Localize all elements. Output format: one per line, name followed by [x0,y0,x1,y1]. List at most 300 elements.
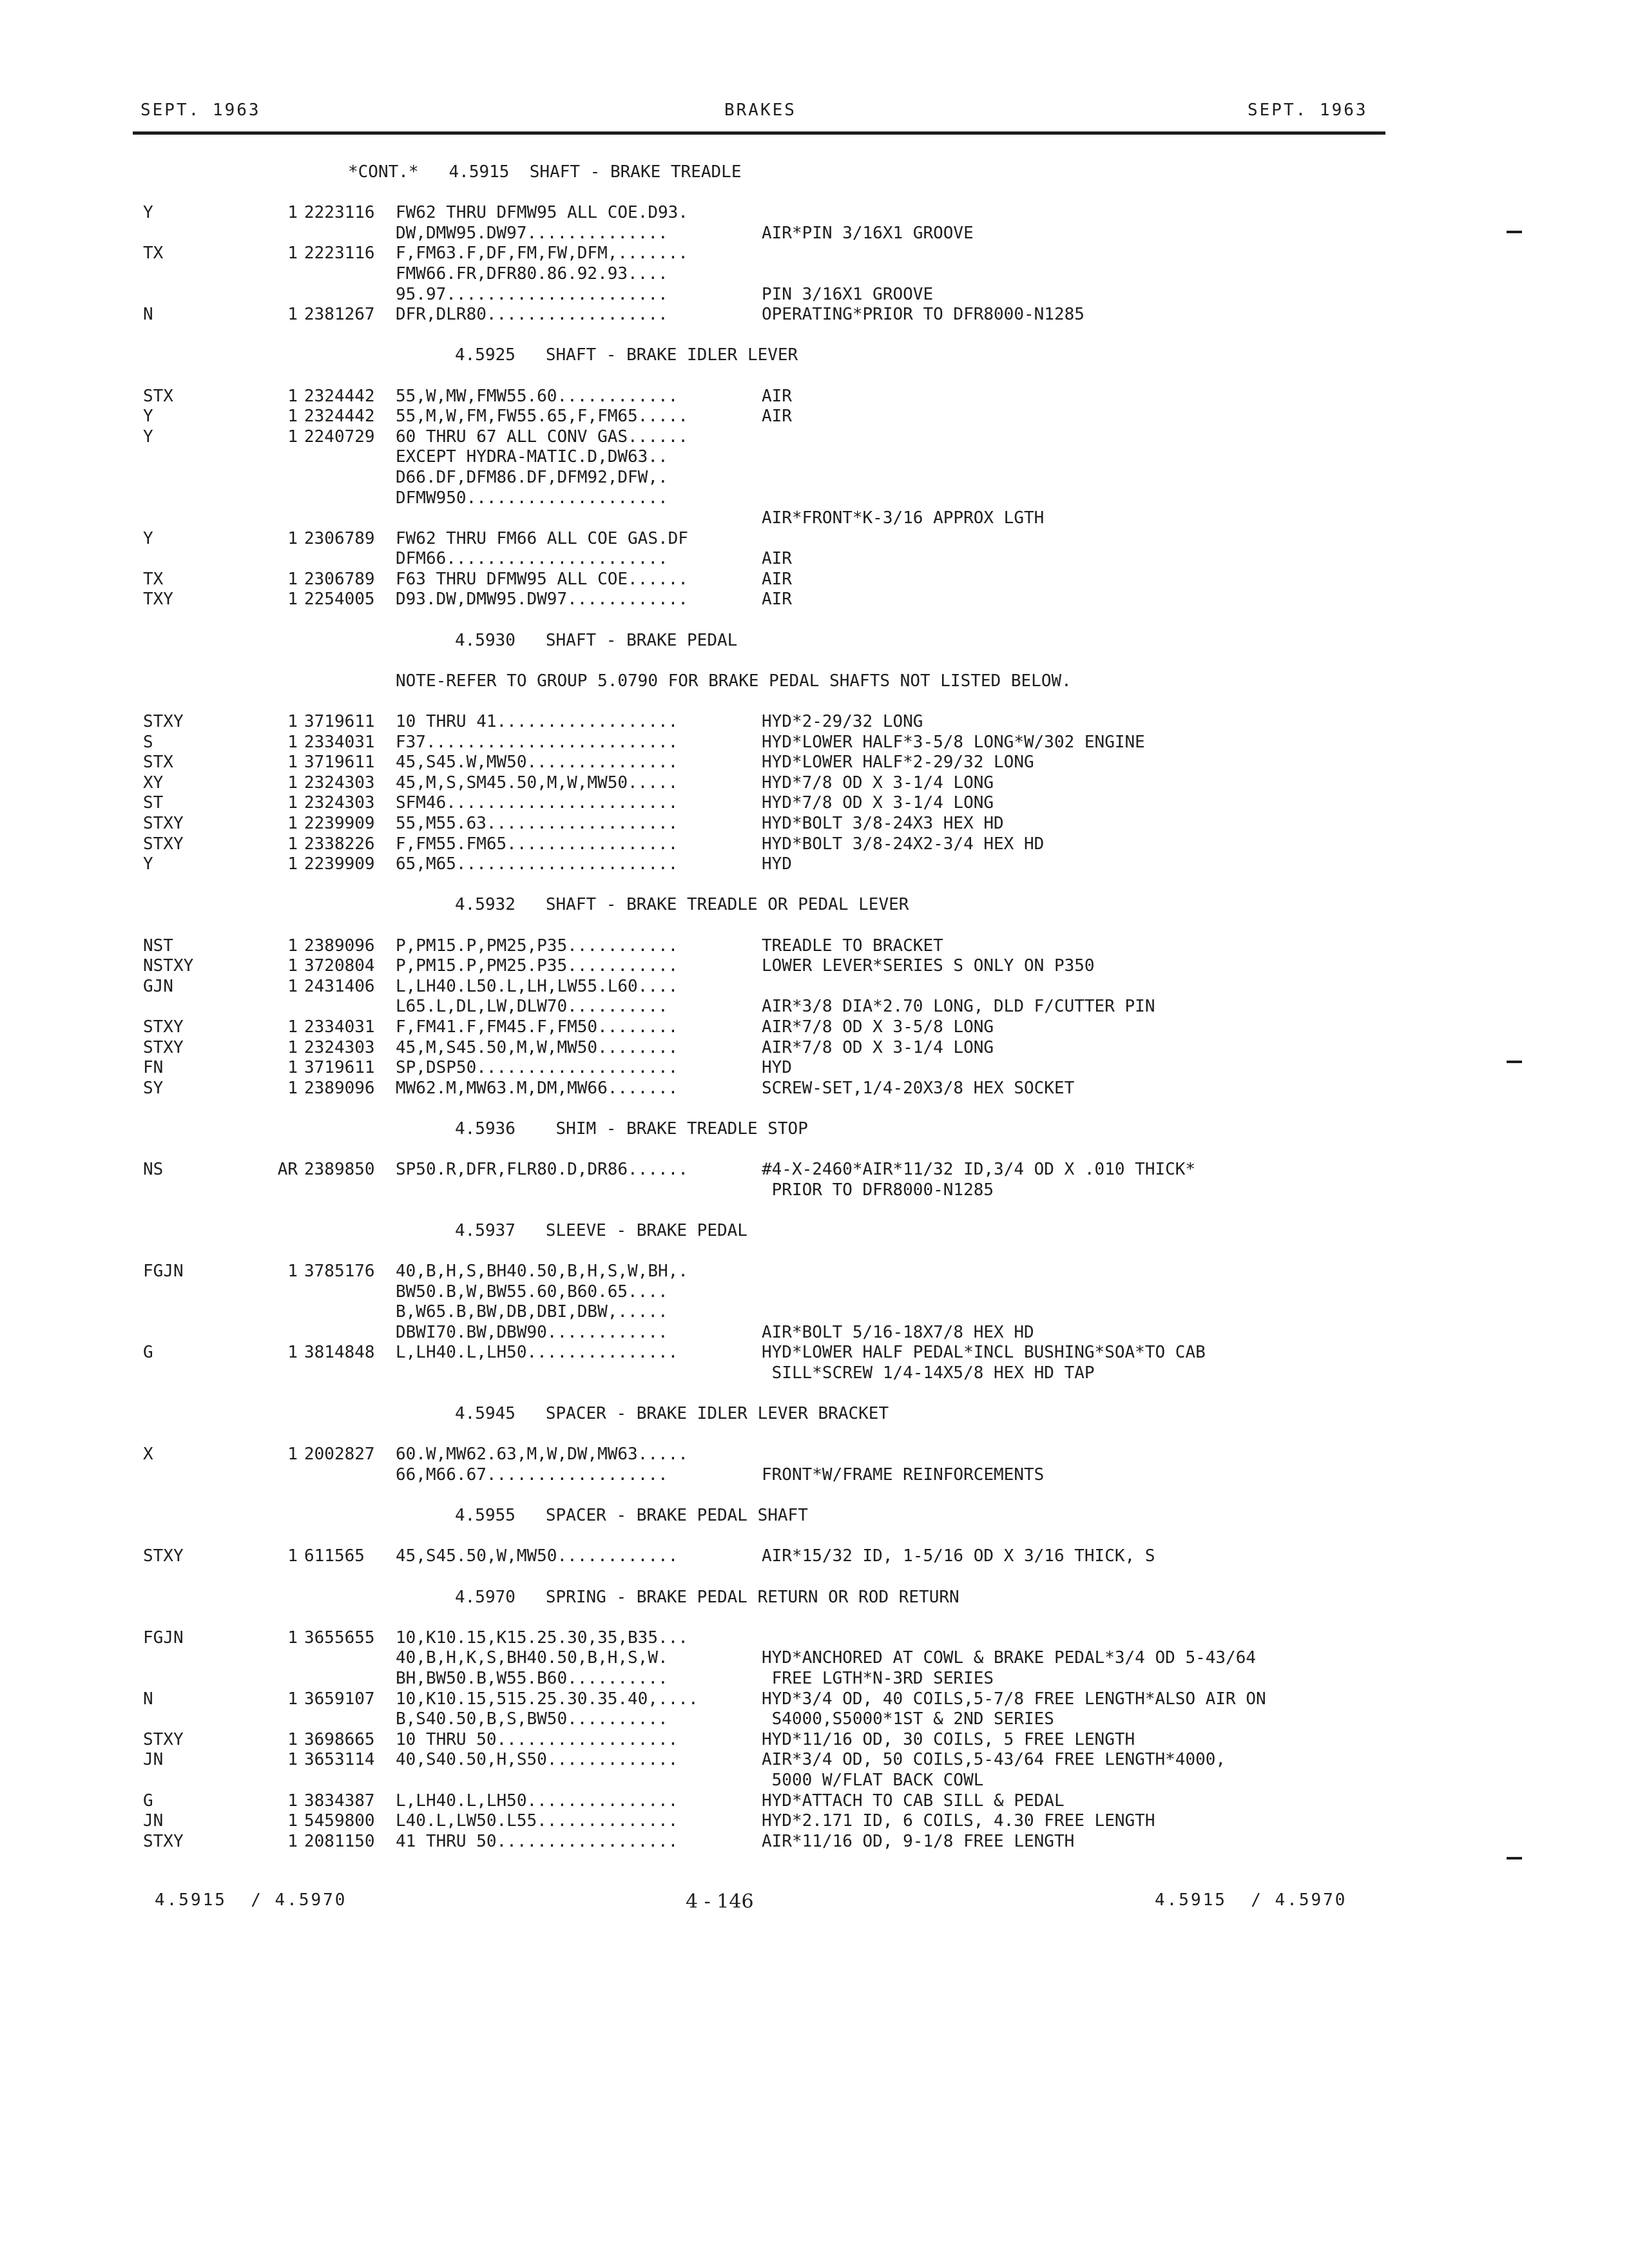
part-entry-row [0,1546,1629,1567]
quantity: 1 [287,1831,298,1851]
model-code: SY [143,1078,164,1098]
application-models: SP,DSP50.................... [396,1058,679,1078]
application-models: 95.97...................... [396,284,668,304]
part-entry-row [0,264,1629,285]
model-code: N [143,305,153,325]
remarks: AIR*7/8 OD X 3-5/8 LONG [762,1017,994,1037]
remarks: HYD*7/8 OD X 3-1/4 LONG [762,773,994,793]
part-number: 3653114 [304,1750,375,1770]
model-code: GJN [143,976,173,996]
spacer-row [0,1608,1629,1628]
spacer-row [0,1486,1629,1506]
part-entry-row [0,1811,1629,1832]
footer-range-left: 4.5915 / 4.5970 [155,1890,347,1910]
model-code: STXY [143,1017,184,1037]
part-number: 3719611 [304,753,375,773]
part-number: 2431406 [304,976,375,996]
model-code: STX [143,386,173,406]
part-entry-row [0,244,1629,264]
part-number: 2334031 [304,1017,375,1037]
part-entry-row [0,936,1629,957]
spacer-row [0,691,1629,712]
application-models: DFM66...................... [396,549,668,569]
part-number: 2254005 [304,590,375,610]
part-entry-row [0,793,1629,814]
part-entry-row [0,468,1629,488]
remarks: AIR [762,386,792,406]
application-models: 55,M55.63................... [396,814,679,833]
remarks: HYD*11/16 OD, 30 COILS, 5 FREE LENGTH [762,1729,1135,1749]
application-models: L,LH40.L50.L,LH,LW55.L60.... [396,976,679,996]
part-entry-row [0,427,1629,448]
part-entry-row [0,814,1629,834]
application-models: 45,S45.50,W,MW50............ [396,1546,679,1566]
remarks: HYD*2.171 ID, 6 COILS, 4.30 FREE LENGTH [762,1811,1155,1831]
remarks: HYD*2-29/32 LONG [762,712,923,732]
spacer-row [0,916,1629,936]
model-code: STXY [143,1729,184,1749]
part-number: 2223116 [304,244,375,264]
quantity: 1 [287,1811,298,1831]
part-entry-row [0,305,1629,325]
part-entry-row [0,1323,1629,1343]
remarks: HYD*3/4 OD, 40 COILS,5-7/8 FREE LENGTH*ALSO AIR ON [762,1689,1266,1709]
application-models: SP50.R,DFR,FLR80.D,DR86...... [396,1160,688,1180]
group-title: 4.5945 SPACER - BRAKE IDLER LEVER BRACKET [455,1404,889,1424]
application-models: L,LH40.L,LH50............... [396,1791,679,1811]
remarks: AIR [762,549,792,569]
part-entry-row [0,570,1629,590]
part-entry-row [0,387,1629,407]
model-code: G [143,1343,153,1363]
spacer-row [0,325,1629,346]
part-entry-row [0,1180,1629,1201]
remarks: AIR [762,590,792,610]
part-entry-row [0,1038,1629,1059]
spacer-row [0,1526,1629,1547]
group-title: 4.5937 SLEEVE - BRAKE PEDAL [455,1220,747,1240]
model-code: S [143,732,153,752]
group-title: 4.5970 SPRING - BRAKE PEDAL RETURN OR ROD RETURN [455,1587,959,1607]
part-number: 2223116 [304,203,375,223]
quantity: 1 [287,773,298,793]
quantity: 1 [287,203,298,223]
application-models: P,PM15.P,PM25.P35........... [396,956,679,976]
remarks: AIR*3/4 OD, 50 COILS,5-43/64 FREE LENGTH*4000, [762,1750,1226,1770]
part-number: 2324303 [304,793,375,813]
model-code: ST [143,793,164,813]
part-number: 3720804 [304,956,375,976]
quantity: 1 [287,1017,298,1037]
header-date-left: SEPT. 1963 [140,101,261,120]
part-number: 2306789 [304,569,375,589]
part-entry-row [0,1730,1629,1751]
model-code: NS [143,1160,164,1180]
remarks: 5000 W/FLAT BACK COWL [762,1770,984,1790]
part-entry-row [0,977,1629,997]
quantity: 1 [287,305,298,325]
part-entry-row [0,1771,1629,1791]
part-number: 3719611 [304,712,375,732]
part-number: 2240729 [304,427,375,447]
application-models: F,FM41.F,FM45.F,FM50........ [396,1017,679,1037]
model-code: STXY [143,834,184,854]
part-entry-row [0,1750,1629,1771]
application-models: MW62.M,MW63.M,DM,MW66....... [396,1078,679,1098]
header-rule [133,131,1385,135]
remarks: S4000,S5000*1ST & 2ND SERIES [762,1709,1054,1729]
application-models: 66,M66.67.................. [396,1465,668,1485]
part-entry-row [0,1302,1629,1323]
note-text: NOTE-REFER TO GROUP 5.0790 FOR BRAKE PEDAL SHAFTS NOT LISTED BELOW. [396,671,1072,691]
application-models: 40,B,H,K,S,BH40.50,B,H,S,W. [396,1648,668,1668]
remarks: HYD*LOWER HALF*3-5/8 LONG*W/302 ENGINE [762,732,1145,752]
header-date-right: SEPT. 1963 [1248,101,1368,120]
spacer-row [0,610,1629,631]
group-title-row [0,895,1629,916]
part-number: 2338226 [304,834,375,854]
application-models: 55,M,W,FM,FW55.65,F,FM65..... [396,407,688,427]
model-code: STXY [143,814,184,833]
application-models: B,S40.50,B,S,BW50.......... [396,1709,668,1729]
quantity: 1 [287,976,298,996]
remarks: HYD*ATTACH TO CAB SILL & PEDAL [762,1791,1065,1811]
application-models: DW,DMW95.DW97.............. [396,223,668,243]
model-code: X [143,1445,153,1465]
part-number: 2306789 [304,528,375,548]
part-entry-row [0,1079,1629,1099]
model-code: FGJN [143,1628,184,1648]
spacer-row [0,1425,1629,1445]
spacer-row [0,651,1629,671]
quantity: 1 [287,814,298,833]
part-entry-row [0,224,1629,244]
part-number: 3659107 [304,1689,375,1709]
quantity: 1 [287,1445,298,1465]
application-models: FW62 THRU FM66 ALL COE GAS.DF [396,528,688,548]
quantity: 1 [287,427,298,447]
application-models: P,PM15.P,PM25,P35........... [396,936,679,956]
remarks: AIR*7/8 OD X 3-1/4 LONG [762,1037,994,1057]
remarks: PIN 3/16X1 GROOVE [762,284,934,304]
header-section-title: BRAKES [724,101,796,120]
quantity: 1 [287,834,298,854]
application-models: F63 THRU DFMW95 ALL COE...... [396,569,688,589]
application-models: FW62 THRU DFMW95 ALL COE.D93. [396,203,688,223]
part-entry-row [0,1669,1629,1689]
part-entry-row [0,488,1629,509]
group-title: 4.5925 SHAFT - BRAKE IDLER LEVER [455,345,798,365]
remarks: LOWER LEVER*SERIES S ONLY ON P350 [762,956,1095,976]
quantity: 1 [287,936,298,956]
quantity: 1 [287,1791,298,1811]
part-entry-row [0,203,1629,224]
group-title: 4.5930 SHAFT - BRAKE PEDAL [455,630,738,650]
continued-title-row [0,162,1629,183]
model-code: STXY [143,1831,184,1851]
spacer-row [0,1140,1629,1160]
part-number: 2389850 [304,1160,375,1180]
part-number: 2002827 [304,1445,375,1465]
remarks: AIR*PIN 3/16X1 GROOVE [762,223,974,243]
model-code: FN [143,1058,164,1078]
model-code: TX [143,244,164,264]
parts-listing [0,162,1629,1852]
part-number: 2334031 [304,732,375,752]
remarks: HYD*LOWER HALF*2-29/32 LONG [762,753,1034,773]
remarks: AIR*FRONT*K-3/16 APPROX LGTH [762,508,1045,528]
remarks: HYD*7/8 OD X 3-1/4 LONG [762,793,994,813]
spacer-row [0,183,1629,204]
part-entry-row [0,1791,1629,1812]
continued-title: *CONT.* 4.5915 SHAFT - BRAKE TREADLE [348,162,742,182]
model-code: JN [143,1811,164,1831]
part-entry-row [0,1648,1629,1669]
application-models: 10,K10.15,515.25.30.35.40,.... [396,1689,699,1709]
model-code: Y [143,203,153,223]
application-models: DFMW950.................... [396,488,668,508]
part-number: 3814848 [304,1343,375,1363]
model-code: STXY [143,712,184,732]
margin-tick-mark [1507,1857,1522,1860]
model-code: STXY [143,1037,184,1057]
model-code: XY [143,773,164,793]
quantity: 1 [287,1750,298,1770]
part-entry-row [0,773,1629,794]
spacer-row [0,1099,1629,1119]
part-entry-row [0,529,1629,550]
spacer-row [0,1384,1629,1405]
application-models: F37......................... [396,732,679,752]
model-code: Y [143,528,153,548]
application-models: L65.L,DL,LW,DLW70.......... [396,997,668,1017]
application-models: EXCEPT HYDRA-MATIC.D,DW63.. [396,447,668,467]
part-entry-row [0,1709,1629,1730]
remarks: #4-X-2460*AIR*11/32 ID,3/4 OD X .010 THICK* [762,1160,1196,1180]
application-models: B,W65.B,BW,DB,DBI,DBW,..... [396,1302,668,1322]
model-code: JN [143,1750,164,1770]
spacer-row [0,875,1629,896]
group-title-row [0,631,1629,651]
part-number: 3698665 [304,1729,375,1749]
application-models: L40.L,LW50.L55.............. [396,1811,679,1831]
application-models: DFR,DLR80.................. [396,305,668,325]
remarks: FRONT*W/FRAME REINFORCEMENTS [762,1465,1045,1485]
part-number: 3719611 [304,1058,375,1078]
application-models: 41 THRU 50.................. [396,1831,679,1851]
quantity: 1 [287,1037,298,1057]
remarks: SILL*SCREW 1/4-14X5/8 HEX HD TAP [762,1363,1095,1383]
part-entry-row [0,997,1629,1017]
application-models: F,FM63.F,DF,FM,FW,DFM,....... [396,244,688,264]
spacer-row [0,1200,1629,1221]
part-number: 5459800 [304,1811,375,1831]
part-number: 3785176 [304,1262,375,1282]
model-code: Y [143,427,153,447]
model-code: G [143,1791,153,1811]
quantity: 1 [287,854,298,874]
part-number: 2324303 [304,1037,375,1057]
remarks: HYD [762,1058,792,1078]
part-number: 3655655 [304,1628,375,1648]
remarks: TREADLE TO BRACKET [762,936,943,956]
part-number: 2081150 [304,1831,375,1851]
group-title-row [0,1221,1629,1242]
quantity: 1 [287,793,298,813]
part-entry-row [0,956,1629,977]
part-entry-row [0,733,1629,753]
application-models: 45,M,S,SM45.50,M,W,MW50..... [396,773,679,793]
part-entry-row [0,1058,1629,1079]
model-code: STXY [143,1546,184,1566]
application-models: D66.DF,DFM86.DF,DFM92,DFW,. [396,467,668,487]
remarks: AIR*11/16 OD, 9-1/8 FREE LENGTH [762,1831,1075,1851]
model-code: FGJN [143,1262,184,1282]
quantity: 1 [287,1546,298,1566]
remarks: HYD [762,854,792,874]
quantity: 1 [287,1058,298,1078]
note-row [0,671,1629,692]
part-entry-row [0,1628,1629,1649]
part-number: 2389096 [304,1078,375,1098]
group-title-row [0,1506,1629,1526]
quantity: 1 [287,244,298,264]
application-models: L,LH40.L,LH50............... [396,1343,679,1363]
spacer-row [0,1567,1629,1588]
part-entry-row [0,753,1629,773]
part-entry-row [0,508,1629,529]
part-entry-row [0,447,1629,468]
quantity: 1 [287,1689,298,1709]
part-entry-row [0,854,1629,875]
part-entry-row [0,407,1629,427]
remarks: AIR*BOLT 5/16-18X7/8 HEX HD [762,1322,1034,1342]
model-code: Y [143,407,153,427]
quantity: 1 [287,1078,298,1098]
part-entry-row [0,285,1629,305]
part-entry-row [0,1689,1629,1710]
model-code: TX [143,569,164,589]
part-entry-row [0,1465,1629,1486]
spacer-row [0,1241,1629,1262]
quantity: 1 [287,1343,298,1363]
part-number: 2324442 [304,407,375,427]
model-code: N [143,1689,153,1709]
model-code: TXY [143,590,173,610]
application-models: 55,W,MW,FMW55.60............ [396,386,679,406]
group-title-row [0,345,1629,366]
quantity: 1 [287,1262,298,1282]
part-number: 611565 [304,1546,365,1566]
remarks: AIR [762,407,792,427]
part-number: 2324442 [304,386,375,406]
application-models: D93.DW,DMW95.DW97............ [396,590,688,610]
group-title-row [0,1404,1629,1425]
quantity: 1 [287,528,298,548]
model-code: STX [143,753,173,773]
part-entry-row [0,712,1629,733]
quantity: 1 [287,1729,298,1749]
application-models: DBWI70.BW,DBW90............ [396,1322,668,1342]
part-entry-row [0,1017,1629,1038]
part-number: 2239909 [304,814,375,833]
remarks: AIR [762,569,792,589]
application-models: 10 THRU 50.................. [396,1729,679,1749]
model-code: NSTXY [143,956,194,976]
quantity: 1 [287,569,298,589]
part-entry-row [0,834,1629,855]
group-title: 4.5936 SHIM - BRAKE TREADLE STOP [455,1119,808,1139]
remarks: HYD*ANCHORED AT COWL & BRAKE PEDAL*3/4 OD 5-43/64 [762,1648,1257,1668]
part-entry-row [0,549,1629,570]
application-models: 45,M,S45.50,M,W,MW50........ [396,1037,679,1057]
remarks: HYD*BOLT 3/8-24X2-3/4 HEX HD [762,834,1045,854]
part-entry-row [0,1363,1629,1384]
remarks: HYD*BOLT 3/8-24X3 HEX HD [762,814,1004,833]
application-models: 45,S45.W,MW50............... [396,753,679,773]
group-title-row [0,1119,1629,1140]
remarks: FREE LGTH*N-3RD SERIES [762,1668,994,1688]
application-models: BW50.B,W,BW55.60,B60.65.... [396,1282,668,1302]
part-entry-row [0,1262,1629,1282]
quantity: 1 [287,1628,298,1648]
quantity: 1 [287,732,298,752]
application-models: BH,BW50.B,W55.B60.......... [396,1668,668,1688]
application-models: 65,M65...................... [396,854,679,874]
application-models: 60.W,MW62.63,M,W,DW,MW63..... [396,1445,688,1465]
part-entry-row [0,1282,1629,1303]
application-models: 10 THRU 41.................. [396,712,679,732]
footer-range-right: 4.5915 / 4.5970 [1155,1890,1347,1910]
spacer-row [0,366,1629,387]
part-number: 2324303 [304,773,375,793]
quantity: 1 [287,753,298,773]
quantity: 1 [287,712,298,732]
quantity: 1 [287,590,298,610]
group-title-row [0,1588,1629,1608]
part-number: 2239909 [304,854,375,874]
margin-tick-mark [1507,1061,1522,1063]
remarks: AIR*3/8 DIA*2.70 LONG, DLD F/CUTTER PIN [762,997,1155,1017]
application-models: F,FM55.FM65................. [396,834,679,854]
quantity: 1 [287,407,298,427]
remarks: OPERATING*PRIOR TO DFR8000-N1285 [762,305,1084,325]
part-entry-row [0,1343,1629,1363]
part-number: 2389096 [304,936,375,956]
application-models: 40,B,H,S,BH40.50,B,H,S,W,BH,. [396,1262,688,1282]
application-models: 60 THRU 67 ALL CONV GAS...... [396,427,688,447]
footer-page-number: 4 - 146 [686,1890,754,1913]
group-title: 4.5955 SPACER - BRAKE PEDAL SHAFT [455,1506,808,1526]
remarks: SCREW-SET,1/4-20X3/8 HEX SOCKET [762,1078,1075,1098]
margin-tick-mark [1507,231,1522,233]
part-entry-row [0,1160,1629,1180]
application-models: 10,K10.15,K15.25.30,35,B35... [396,1628,688,1648]
group-title: 4.5932 SHAFT - BRAKE TREADLE OR PEDAL LEVER [455,895,909,915]
model-code: Y [143,854,153,874]
model-code: NST [143,936,173,956]
part-entry-row [0,1445,1629,1465]
remarks: PRIOR TO DFR8000-N1285 [762,1180,994,1200]
quantity: 1 [287,386,298,406]
application-models: FMW66.FR,DFR80.86.92.93.... [396,264,668,284]
part-number: 2381267 [304,305,375,325]
part-number: 3834387 [304,1791,375,1811]
application-models: 40,S40.50,H,S50............. [396,1750,679,1770]
quantity: 1 [287,956,298,976]
part-entry-row [0,1832,1629,1852]
application-models: SFM46....................... [396,793,679,813]
